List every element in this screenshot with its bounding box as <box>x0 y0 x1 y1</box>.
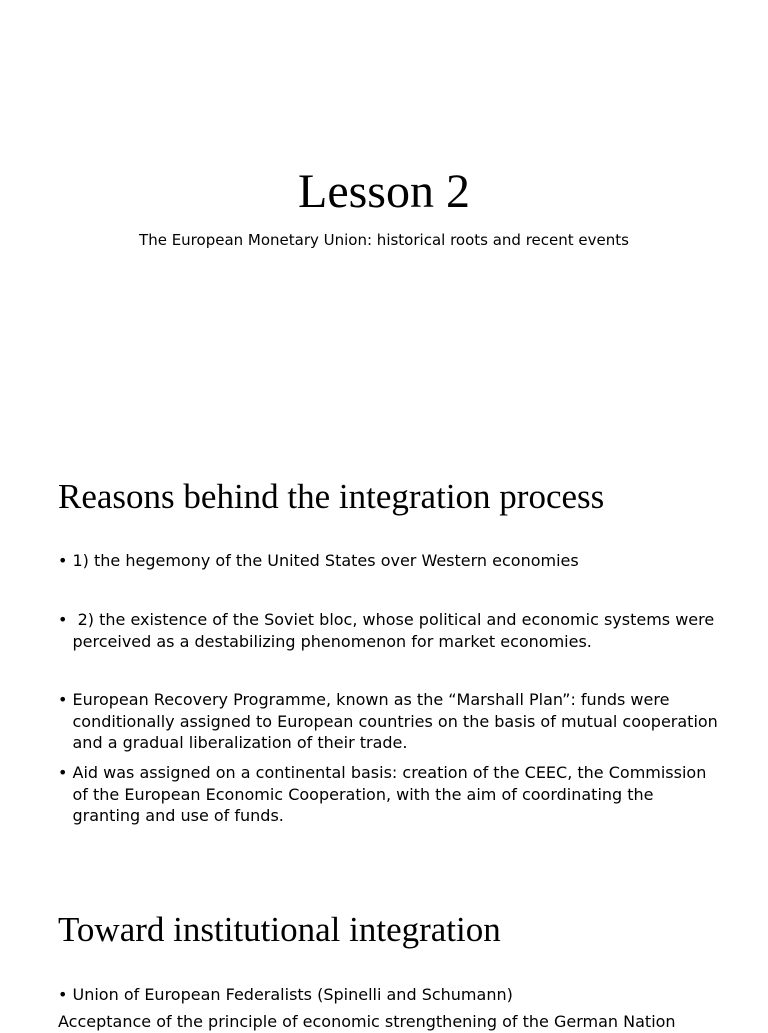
list-item <box>58 984 718 1006</box>
lesson-subtitle: The European Monetary Union: historical roots and recent events <box>139 231 629 249</box>
bullet-icon: • <box>58 610 68 629</box>
institutional-heading: Toward institutional integration <box>58 910 501 949</box>
bullet-icon: • <box>58 551 68 570</box>
bullet-icon: • <box>58 690 68 709</box>
list-item <box>58 550 718 572</box>
trailing-text: Acceptance of the principle of economic strengthening of the German Nation <box>58 1012 676 1031</box>
bullet-icon: • <box>58 763 68 782</box>
lesson-title: Lesson 2 <box>298 165 470 218</box>
list-item-text: 2) the existence of the Soviet bloc, whose political and economic systems were perceived as a destabilizing phenomenon for market economies. <box>72 610 720 651</box>
title-slide <box>0 0 768 430</box>
list-item-text: 1) the hegemony of the United States over Western economies <box>72 551 579 570</box>
list-item-text: European Recovery Programme, known as the “Marshall Plan”: funds were conditionally assigned to European countries on the basis of mutual cooperation and a gradual liberalization of their trade. <box>72 690 718 752</box>
reasons-heading: Reasons behind the integration process <box>58 477 605 516</box>
bullet-icon: • <box>58 985 68 1004</box>
list-item <box>58 609 718 652</box>
list-item-text: Aid was assigned on a continental basis: creation of the CEEC, the Commission of the European Economic Cooperation, with the aim of coordinating the granting and use of funds. <box>72 763 707 825</box>
list-item <box>58 689 718 754</box>
list-item <box>58 762 718 827</box>
list-item-text: Union of European Federalists (Spinelli and Schumann) <box>72 985 513 1004</box>
